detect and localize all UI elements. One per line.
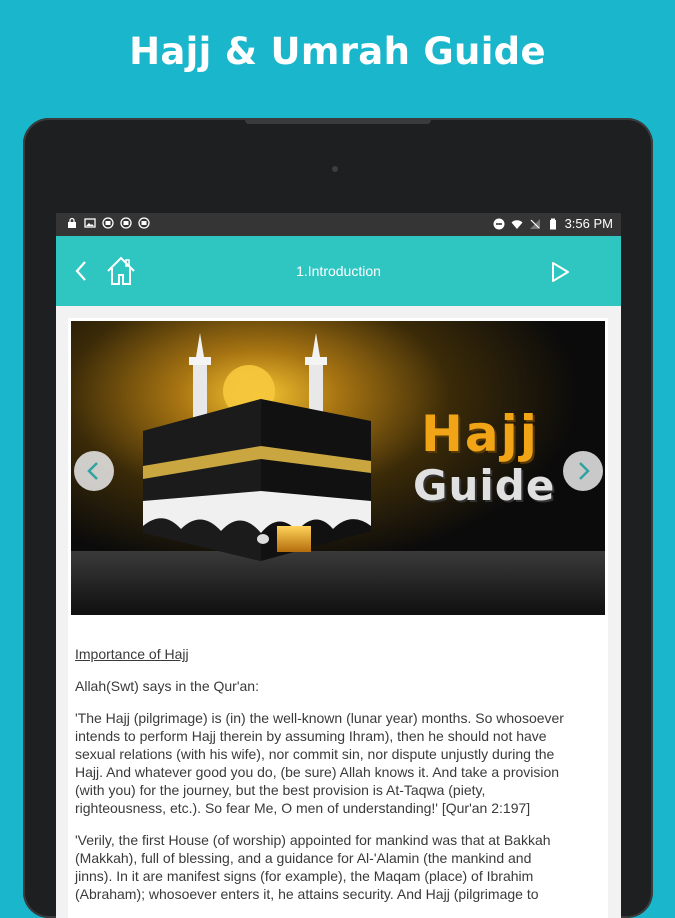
- camera-icon: [332, 166, 338, 172]
- image-icon: [84, 217, 96, 229]
- device-screen: [56, 213, 621, 918]
- app-notification-icon: [138, 217, 150, 229]
- text-line: intends to perform Hajj therein by assuming Ihram), then he should not have: [75, 728, 547, 744]
- hajj-guide-banner: [71, 321, 605, 615]
- text-line: sexual relations (with his wife), nor commit sin, nor dispute unjustly during the: [75, 746, 555, 762]
- text-line: 'The Hajj (pilgrimage) is (in) the well-known (lunar year) months. So whosoever: [75, 710, 564, 726]
- banner-title: Hajj: [421, 405, 539, 463]
- chevron-right-icon: [563, 451, 603, 491]
- home-button[interactable]: [104, 254, 138, 288]
- banner-subtitle: Guide: [413, 461, 556, 510]
- article-body: [75, 645, 597, 917]
- app-bar: [56, 236, 621, 306]
- promo-title: Hajj & Umrah Guide: [129, 30, 546, 73]
- tablet-frame: [23, 118, 653, 918]
- text-line: jinns). In it are manifest signs (for example), the Maqam (place) of Ibrahim: [75, 868, 534, 884]
- back-button[interactable]: [70, 258, 92, 284]
- screen-title: 1.Introduction: [296, 263, 381, 279]
- text-line: 'Verily, the first House (of worship) appointed for mankind was that at Bakkah: [75, 832, 551, 848]
- do-not-disturb-icon: [493, 218, 505, 230]
- article-heading: Importance of Hajj: [75, 646, 189, 662]
- wifi-icon: [511, 218, 523, 230]
- text-line: Hajj. And whatever good you do, (be sure) Allah knows it. And take a provision: [75, 764, 560, 780]
- carousel-prev-button[interactable]: [74, 451, 114, 491]
- app-notification-icon: [120, 217, 132, 229]
- carousel-next-button[interactable]: [563, 451, 603, 491]
- app-notification-icon: [102, 217, 114, 229]
- article-intro: Allah(Swt) says in the Qur'an:: [75, 678, 259, 694]
- chevron-left-icon: [74, 451, 114, 491]
- battery-icon: [547, 218, 559, 230]
- status-time: 3:56 PM: [564, 216, 613, 231]
- article-paragraph: [75, 709, 597, 817]
- article-paragraph: [75, 831, 597, 903]
- text-line: righteousness, etc.). So fear Me, O men of understanding!' [Qur'an 2:197]: [75, 800, 531, 816]
- tablet-notch: [245, 118, 431, 124]
- text-line: (with you) for the journey, but the best provision is At-Taqwa (piety,: [75, 782, 486, 798]
- lock-icon: [66, 217, 78, 229]
- text-line: (Abraham); whosoever enters it, he attains security. And Hajj (pilgrimage to: [75, 886, 539, 902]
- no-signal-icon: [529, 218, 541, 230]
- play-button[interactable]: [549, 260, 571, 284]
- status-bar: [56, 213, 621, 236]
- content-card: [68, 318, 608, 918]
- text-line: (Makkah), full of blessing, and a guidance for Al-'Alamin (the mankind and: [75, 850, 532, 866]
